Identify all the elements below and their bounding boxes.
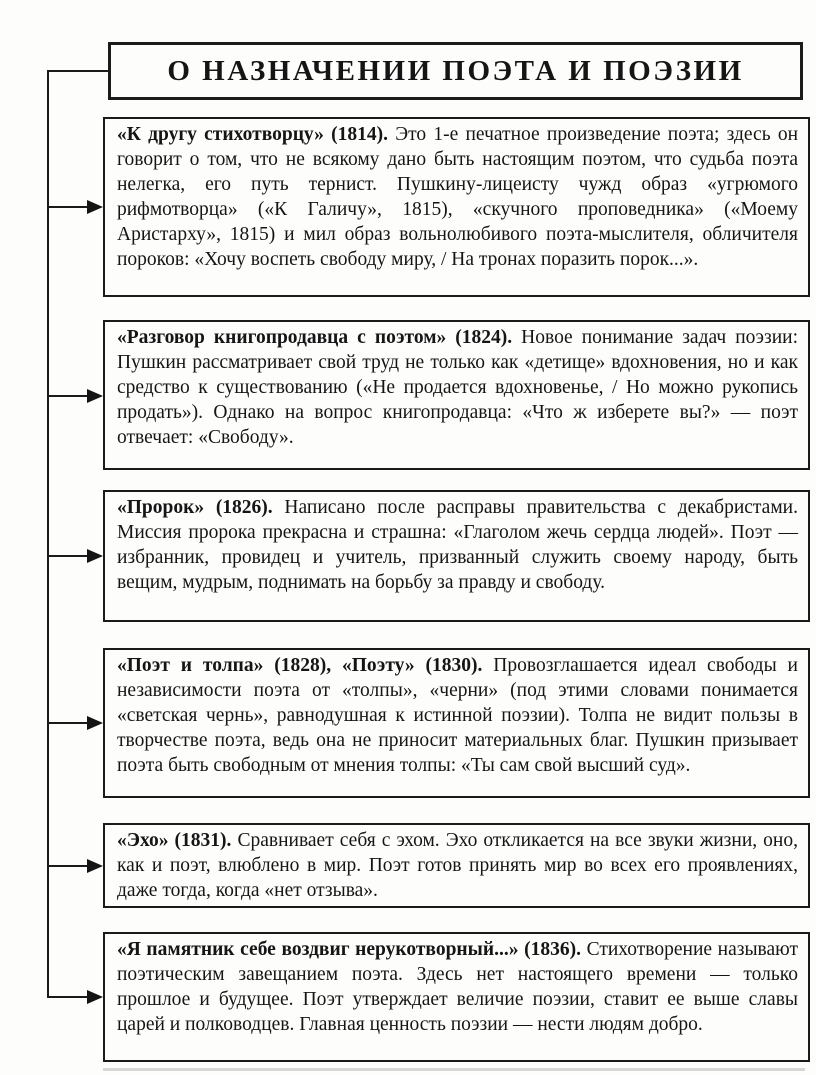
arrow-right-icon <box>87 549 103 563</box>
arrow-right-icon <box>87 990 103 1004</box>
connector-line <box>47 996 88 998</box>
entry-heading: «Эхо» (1831). <box>117 830 232 851</box>
scan-shadow-artifact <box>103 1068 805 1071</box>
entry-box-prorok <box>103 490 810 622</box>
title-box <box>108 42 803 100</box>
arrow-right-icon <box>87 200 103 214</box>
connector-line <box>47 722 88 724</box>
arrow-right-icon <box>87 389 103 403</box>
entry-box-k-drugu-stihotvorcu <box>103 117 810 297</box>
entry-body: Написано после расправы правительства с декабристами. Миссия пророка прекрасна и страшна: «Глаголом жечь сердца людей». Поэт — избранник, провидец и учитель, призванный служить своему народу, быть вещим, мудрым, поднимать на борьбу за правду и свободу. <box>117 497 798 593</box>
entry-box-eho <box>103 823 810 908</box>
title-connector-line <box>47 70 108 72</box>
entry-heading: «Поэт и толпа» (1828), «Поэту» (1830). <box>117 655 483 676</box>
entry-heading: «Я памятник себе воздвиг нерукотворный...» (1836). <box>117 939 581 960</box>
connector-line <box>47 206 88 208</box>
entry-box-poet-i-tolpa <box>103 648 810 798</box>
arrow-right-icon <box>87 859 103 873</box>
connector-line <box>47 395 88 397</box>
entry-box-ya-pamyatnik <box>103 932 810 1062</box>
arrow-right-icon <box>87 716 103 730</box>
entry-body: Провозглашается идеал свободы и независимости поэта от «толпы», «черни» (под этими словами понимается «светская чернь», равнодушная к истинной поэзии). Толпа не видит пользы в творчестве поэта, ведь она не приносит материальных благ. Пушкин призывает поэта быть свободным от мнения толпы: «Ты сам свой высший суд». <box>117 655 798 776</box>
connector-trunk-line <box>47 71 49 997</box>
entry-box-razgovor-knigoprodavca <box>103 320 810 470</box>
entry-body: Новое понимание задач поэзии: Пушкин рассматривает свой труд не только как «детище» вдохновения, но и как средство к существованию («Не продается вдохновенье, / Но можно рукопись продать»). Однако на вопрос книгопродавца: «Что ж изберете вы?» — поэт отвечает: «Свободу». <box>117 327 798 448</box>
connector-line <box>47 555 88 557</box>
entry-heading: «К другу стихотворцу» (1814). <box>117 124 389 145</box>
entry-body: Стихотворение называют поэтическим завещанием поэта. Здесь нет настоящего времени — только прошлое и будущее. Поэт утверждает величие поэзии, ставит ее выше славы царей и полководцев. Главная ценность поэзии — нести людям добро. <box>117 939 798 1035</box>
page-title: О НАЗНАЧЕНИИ ПОЭТА И ПОЭЗИИ <box>167 54 744 87</box>
entry-heading: «Пророк» (1826). <box>117 497 273 518</box>
connector-line <box>47 865 88 867</box>
entry-body: Сравнивает себя с эхом. Эхо откликается на все звуки жизни, оно, как и поэт, влюблено в мир. Поэт готов принять мир во всех его проявлениях, даже тогда, когда «нет отзыва». <box>117 830 798 901</box>
entry-body: Это 1-е печатное произведение поэта; здесь он говорит о том, что не всякому дано быть настоящим поэтом, что судьба поэта нелегка, его путь тернист. Пушкину-лицеисту чужд образ «угрюмого рифмотворца» («К Галичу», 1815), «скучного проповедника» («Моему Аристарху», 1815) и мил образ вольнолюбивого поэта-мыслителя, обличителя пороков: «Хочу воспеть свободу миру, / На тронах поразить порок...». <box>117 124 799 270</box>
entry-heading: «Разговор книгопродавца с поэтом» (1824). <box>117 327 513 348</box>
